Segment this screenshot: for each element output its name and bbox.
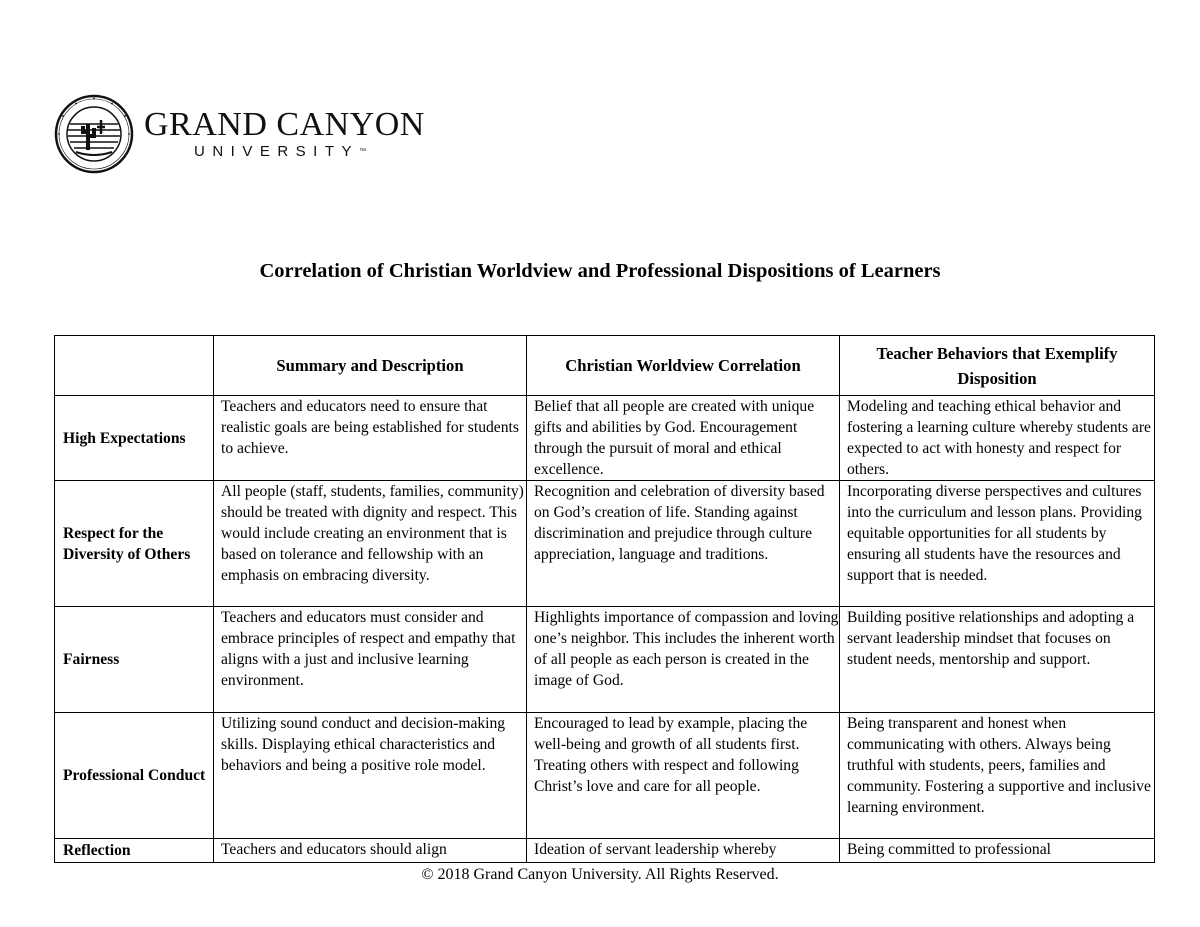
table-header-row: [55, 336, 1155, 396]
summary-cell: Teachers and educators must consider and embrace principles of respect and empathy that aligns with a just and inclusive learning environment.: [214, 607, 527, 713]
row-label: Reflection: [55, 839, 214, 863]
worldview-cell: Ideation of servant leadership whereby: [527, 839, 840, 863]
column-header-worldview: Christian Worldview Correlation: [527, 336, 840, 396]
trademark-symbol: ™: [359, 148, 367, 155]
table-row: [55, 396, 1155, 481]
copyright-footer: © 2018 Grand Canyon University. All Rights Reserved.: [421, 866, 779, 883]
summary-cell: Teachers and educators need to ensure that realistic goals are being established for students to achieve.: [214, 396, 527, 481]
column-header-label: [55, 336, 214, 396]
university-subtitle: UNIVERSITY™: [194, 143, 367, 160]
behaviors-cell: Incorporating diverse perspectives and cultures into the curriculum and lesson plans. Providing equitable opportunities for all students by ensuring all students have the resources and support that is needed.: [840, 481, 1155, 607]
university-logo: [54, 94, 425, 174]
behaviors-cell: Being transparent and honest when communicating with others. Always being truthful with students, peers, families and community. Fostering a supportive and inclusive learning environment.: [840, 713, 1155, 839]
summary-cell: All people (staff, students, families, community) should be treated with dignity and respect. This would include creating an environment that is based on tolerance and fellowship with an emphasis on embracing diversity.: [214, 481, 527, 607]
table-row: [55, 839, 1155, 863]
summary-cell: Utilizing sound conduct and decision-making skills. Displaying ethical characteristics and behaviors and being a positive role model.: [214, 713, 527, 839]
behaviors-cell: Modeling and teaching ethical behavior and fostering a learning culture whereby students are expected to act with honesty and respect for others.: [840, 396, 1155, 481]
university-seal-icon: [54, 94, 134, 174]
table-row: [55, 481, 1155, 607]
worldview-cell: Belief that all people are created with unique gifts and abilities by God. Encouragement through the pursuit of moral and ethical excellence.: [527, 396, 840, 481]
document-title: Correlation of Christian Worldview and Professional Dispositions of Learners: [259, 260, 941, 282]
table-row: [55, 607, 1155, 713]
row-label: Professional Conduct: [55, 713, 214, 839]
behaviors-cell: Building positive relationships and adopting a servant leadership mindset that focuses on student needs, mentorship and support.: [840, 607, 1155, 713]
row-label: Fairness: [55, 607, 214, 713]
worldview-cell: Encouraged to lead by example, placing the well-being and growth of all students first. Treating others with respect and following Christ’s love and care for all people.: [527, 713, 840, 839]
row-label: High Expectations: [55, 396, 214, 481]
summary-cell: Teachers and educators should align: [214, 839, 527, 863]
column-header-behaviors: Teacher Behaviors that Exemplify Disposition: [840, 336, 1155, 396]
behaviors-cell: Being committed to professional: [840, 839, 1155, 863]
table-row: [55, 713, 1155, 839]
worldview-cell: Highlights importance of compassion and loving one’s neighbor. This includes the inherent worth of all people as each person is created in the image of God.: [527, 607, 840, 713]
column-header-summary: Summary and Description: [214, 336, 527, 396]
worldview-cell: Recognition and celebration of diversity based on God’s creation of life. Standing against discrimination and prejudice through culture appreciation, language and traditions.: [527, 481, 840, 607]
row-label: Respect for the Diversity of Others: [55, 481, 214, 607]
dispositions-table: [54, 335, 1155, 863]
university-name: GRAND CANYON: [144, 106, 425, 143]
